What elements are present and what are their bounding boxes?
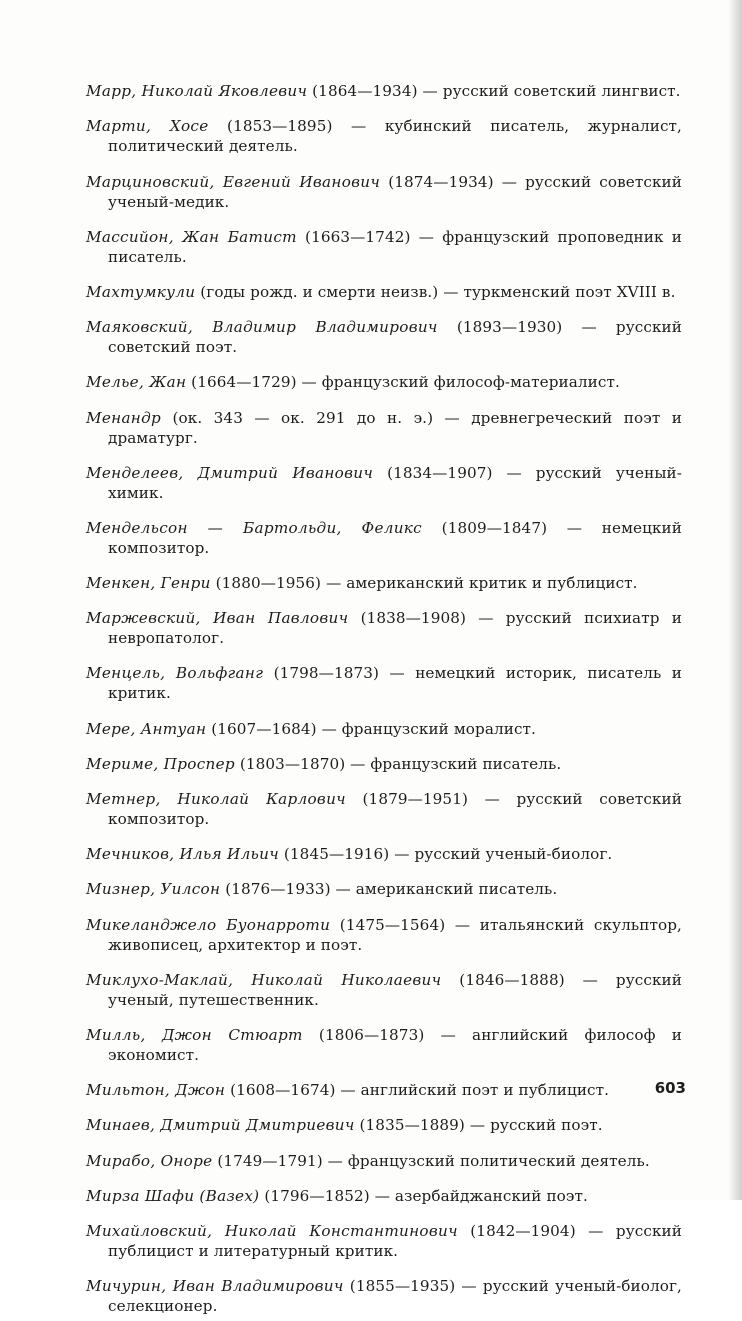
entry-name: Мичурин, Иван Владимирович: [86, 1277, 344, 1296]
entry-name: Мирза Шафи (Вазех): [86, 1186, 260, 1205]
list-item: [86, 608, 682, 648]
entry-name: Мильтон, Джон: [86, 1081, 226, 1100]
entry-name: Метнер, Николай Карлович: [86, 790, 346, 808]
entry-name: Менкен, Генри: [86, 574, 211, 593]
entry-description: (1864—1934) — русский советский лингвист.: [307, 82, 681, 101]
entry-name: Мере, Антуан: [86, 719, 207, 738]
list-item: [86, 915, 682, 955]
entry-name: Мериме, Проспер: [86, 754, 235, 773]
entry-name: Махтумкули: [86, 282, 196, 301]
entry-description: (1608—1674) — английский поэт и публицист.: [225, 1081, 610, 1100]
list-item: [86, 573, 682, 593]
entry-description: (1845—1916) — русский ученый-биолог.: [278, 845, 613, 864]
entry-description: (1846—1888) — русский ученый, путешественник.: [108, 970, 682, 1009]
entry-list: [86, 66, 682, 1321]
entry-description: (1664—1729) — французский философ-материалист.: [186, 373, 620, 392]
entry-description: (ок. 343 — ок. 291 до н. э.) — древнегреческий поэт и драматург.: [108, 408, 682, 447]
list-item: [86, 172, 682, 212]
entry-description: (1880—1956) — американский критик и публицист.: [210, 574, 638, 593]
entry-name: Маяковский, Владимир Владимирович: [86, 318, 438, 337]
list-item: [86, 282, 682, 302]
entry-description: (1874—1934) — русский советский ученый-медик.: [108, 172, 682, 211]
entry-description: (1809—1847) — немецкий композитор.: [108, 518, 682, 557]
entry-description: (1749—1791) — французский политический деятель.: [212, 1151, 650, 1170]
entry-description: (1663—1742) — французский проповедник и писатель.: [108, 227, 682, 266]
entry-name: Массийон, Жан Батист: [86, 227, 297, 246]
entry-description: (1835—1889) — русский поэт.: [354, 1116, 603, 1135]
entry-description: (годы рожд. и смерти неизв.) — туркменский поэт XVIII в.: [195, 282, 676, 301]
list-item: [86, 1186, 682, 1206]
page-number: 603: [654, 1079, 686, 1097]
entry-description: (1893—1930) — русский советский поэт.: [108, 318, 682, 357]
entry-description: (1876—1933) — американский писатель.: [220, 880, 558, 899]
entry-name: Марр, Николай Яковлевич: [86, 82, 308, 101]
entry-name: Милль, Джон Стюарт: [86, 1025, 303, 1044]
entry-name: Мечников, Илья Ильич: [86, 845, 279, 864]
list-item: [86, 1080, 682, 1100]
entry-name: Михайловский, Николай Константинович: [86, 1221, 458, 1240]
entry-description: (1842—1904) — русский публицист и литературный критик.: [108, 1221, 682, 1260]
entry-description: (1853—1895) — кубинский писатель, журналист, политический деятель.: [108, 117, 682, 156]
list-item: [86, 754, 682, 774]
entry-description: (1834—1907) — русский ученый-химик.: [108, 463, 682, 502]
entry-name: Мизнер, Уилсон: [86, 880, 221, 899]
entry-description: (1475—1564) — итальянский скульптор, живописец, архитектор и поэт.: [108, 915, 682, 954]
entry-description: (1798—1873) — немецкий историк, писатель и критик.: [108, 664, 682, 703]
entry-description: (1806—1873) — английский философ и экономист.: [108, 1025, 682, 1064]
entry-name: Минаев, Дмитрий Дмитриевич: [86, 1116, 355, 1135]
entry-name: Менделеев, Дмитрий Иванович: [86, 463, 374, 482]
list-item: [86, 116, 682, 156]
entry-name: Мирабо, Оноре: [86, 1151, 213, 1170]
list-item: [86, 789, 682, 829]
list-item: [86, 1025, 682, 1065]
entry-name: Марти, Хосе: [86, 117, 209, 136]
list-item: [86, 317, 682, 357]
list-item: [86, 1151, 682, 1171]
entry-description: (1879—1951) — русский советский композитор.: [108, 790, 682, 828]
list-item: [86, 970, 682, 1010]
entry-name: Маржевский, Иван Павлович: [86, 609, 349, 628]
list-item: [86, 719, 682, 739]
entry-description: (1796—1852) — азербайджанский поэт.: [259, 1186, 588, 1205]
page-edge-shadow: [728, 0, 742, 1200]
list-item: [86, 879, 682, 899]
list-item: [86, 844, 682, 864]
entry-description: (1803—1870) — французский писатель.: [234, 754, 562, 773]
entry-name: Менцель, Вольфганг: [86, 664, 264, 683]
entry-name: Микеланджело Буонарроти: [86, 915, 331, 934]
entry-name: Миклухо-Маклай, Николай Николаевич: [86, 970, 442, 989]
list-item: [86, 518, 682, 558]
entry-name: Мендельсон — Бартольди, Феликс: [86, 518, 422, 537]
list-item: [86, 1276, 682, 1316]
list-item: [86, 81, 682, 101]
entry-name: Менандр: [86, 408, 162, 427]
list-item: [86, 663, 682, 703]
entry-description: (1855—1935) — русский ученый-биолог, селекционер.: [108, 1277, 682, 1316]
list-item: [86, 1115, 682, 1135]
entry-name: Мелье, Жан: [86, 373, 187, 392]
list-item: [86, 1221, 682, 1261]
entry-name: Марциновский, Евгений Иванович: [86, 172, 381, 191]
list-item: [86, 463, 682, 503]
list-item: [86, 372, 682, 392]
list-item: [86, 227, 682, 267]
entry-description: (1838—1908) — русский психиатр и невропатолог.: [108, 609, 682, 648]
entry-description: (1607—1684) — французский моралист.: [206, 719, 536, 738]
list-item: [86, 408, 682, 448]
